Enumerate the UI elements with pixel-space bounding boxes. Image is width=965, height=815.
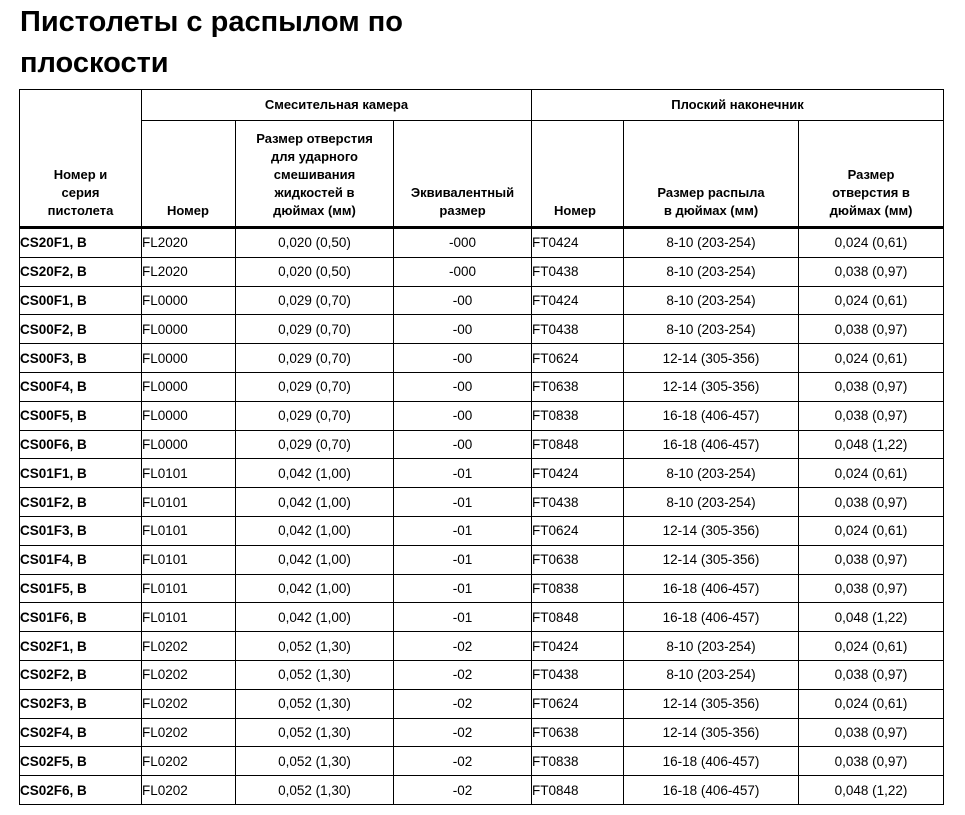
table-row <box>20 632 944 661</box>
cell-mc-number: FL0000 <box>142 315 236 344</box>
cell-tip-fan: 8-10 (203-254) <box>624 315 799 344</box>
cell-gun: CS02F6, B <box>20 776 142 805</box>
table-row <box>20 660 944 689</box>
cell-tip-orifice: 0,024 (0,61) <box>799 632 944 661</box>
cell-tip-fan: 16-18 (406-457) <box>624 776 799 805</box>
cell-tip-fan: 16-18 (406-457) <box>624 430 799 459</box>
cell-gun: CS20F1, B <box>20 228 142 258</box>
cell-tip-number: FT0424 <box>532 459 624 488</box>
cell-tip-orifice: 0,038 (0,97) <box>799 660 944 689</box>
cell-mc-orifice: 0,052 (1,30) <box>236 689 394 718</box>
cell-tip-number: FT0624 <box>532 344 624 373</box>
cell-tip-orifice: 0,024 (0,61) <box>799 689 944 718</box>
cell-tip-number: FT0438 <box>532 257 624 286</box>
cell-gun: CS01F4, B <box>20 545 142 574</box>
cell-mc-equivalent: -00 <box>394 401 532 430</box>
header-flat-tip: Плоский наконечник <box>532 90 944 121</box>
cell-mc-orifice: 0,029 (0,70) <box>236 401 394 430</box>
cell-tip-orifice: 0,038 (0,97) <box>799 718 944 747</box>
table-row <box>20 344 944 373</box>
cell-tip-orifice: 0,038 (0,97) <box>799 315 944 344</box>
cell-tip-orifice: 0,048 (1,22) <box>799 430 944 459</box>
cell-gun: CS02F1, B <box>20 632 142 661</box>
spray-gun-table <box>19 89 944 805</box>
cell-tip-orifice: 0,038 (0,97) <box>799 401 944 430</box>
cell-gun: CS01F3, B <box>20 516 142 545</box>
cell-mc-orifice: 0,052 (1,30) <box>236 632 394 661</box>
cell-tip-orifice: 0,024 (0,61) <box>799 459 944 488</box>
table-row <box>20 603 944 632</box>
cell-mc-equivalent: -02 <box>394 632 532 661</box>
cell-gun: CS00F5, B <box>20 401 142 430</box>
cell-tip-number: FT0638 <box>532 718 624 747</box>
cell-tip-fan: 12-14 (305-356) <box>624 689 799 718</box>
cell-mc-number: FL0202 <box>142 660 236 689</box>
cell-gun: CS00F2, B <box>20 315 142 344</box>
table-header <box>20 90 944 228</box>
cell-mc-orifice: 0,052 (1,30) <box>236 747 394 776</box>
cell-mc-equivalent: -01 <box>394 459 532 488</box>
cell-gun: CS01F1, B <box>20 459 142 488</box>
cell-mc-number: FL0101 <box>142 488 236 517</box>
cell-mc-equivalent: -00 <box>394 286 532 315</box>
cell-tip-number: FT0848 <box>532 430 624 459</box>
table-row <box>20 430 944 459</box>
cell-tip-orifice: 0,038 (0,97) <box>799 545 944 574</box>
cell-tip-number: FT0624 <box>532 516 624 545</box>
header-mc-number: Номер <box>142 121 236 228</box>
table-row <box>20 574 944 603</box>
cell-tip-orifice: 0,048 (1,22) <box>799 603 944 632</box>
cell-tip-orifice: 0,038 (0,97) <box>799 488 944 517</box>
cell-gun: CS00F6, B <box>20 430 142 459</box>
cell-tip-number: FT0438 <box>532 315 624 344</box>
cell-tip-fan: 8-10 (203-254) <box>624 257 799 286</box>
cell-mc-equivalent: -02 <box>394 776 532 805</box>
header-mc-equivalent: Эквивалентный размер <box>394 121 532 228</box>
cell-mc-number: FL0000 <box>142 430 236 459</box>
cell-tip-fan: 12-14 (305-356) <box>624 718 799 747</box>
cell-mc-equivalent: -000 <box>394 228 532 258</box>
header-sub-row <box>20 121 944 228</box>
cell-gun: CS20F2, B <box>20 257 142 286</box>
header-mc-orifice: Размер отверстия для ударного смешивания жидкостей в дюймах (мм) <box>236 121 394 228</box>
cell-mc-equivalent: -000 <box>394 257 532 286</box>
cell-mc-number: FL0000 <box>142 401 236 430</box>
cell-tip-orifice: 0,024 (0,61) <box>799 286 944 315</box>
cell-tip-fan: 8-10 (203-254) <box>624 286 799 315</box>
table-row <box>20 228 944 258</box>
cell-mc-orifice: 0,029 (0,70) <box>236 430 394 459</box>
cell-mc-equivalent: -00 <box>394 315 532 344</box>
header-tip-fan: Размер распыла в дюймах (мм) <box>624 121 799 228</box>
cell-mc-number: FL0202 <box>142 747 236 776</box>
cell-tip-number: FT0838 <box>532 574 624 603</box>
cell-mc-number: FL0000 <box>142 286 236 315</box>
cell-mc-equivalent: -01 <box>394 516 532 545</box>
cell-mc-equivalent: -00 <box>394 372 532 401</box>
table-body <box>20 228 944 805</box>
cell-mc-orifice: 0,052 (1,30) <box>236 776 394 805</box>
cell-tip-fan: 8-10 (203-254) <box>624 459 799 488</box>
cell-mc-orifice: 0,042 (1,00) <box>236 488 394 517</box>
cell-mc-equivalent: -01 <box>394 603 532 632</box>
cell-tip-fan: 16-18 (406-457) <box>624 574 799 603</box>
page-title: Пистолеты с распылом по плоскости <box>20 6 403 79</box>
cell-tip-number: FT0638 <box>532 372 624 401</box>
cell-tip-fan: 8-10 (203-254) <box>624 660 799 689</box>
cell-tip-orifice: 0,038 (0,97) <box>799 747 944 776</box>
cell-tip-orifice: 0,048 (1,22) <box>799 776 944 805</box>
cell-tip-number: FT0438 <box>532 488 624 517</box>
cell-mc-orifice: 0,042 (1,00) <box>236 603 394 632</box>
table-row <box>20 257 944 286</box>
table-row <box>20 286 944 315</box>
cell-tip-orifice: 0,024 (0,61) <box>799 228 944 258</box>
table-row <box>20 315 944 344</box>
cell-mc-number: FL0202 <box>142 718 236 747</box>
cell-gun: CS00F1, B <box>20 286 142 315</box>
cell-mc-orifice: 0,029 (0,70) <box>236 315 394 344</box>
cell-tip-fan: 16-18 (406-457) <box>624 603 799 632</box>
cell-mc-number: FL0101 <box>142 603 236 632</box>
table-row <box>20 689 944 718</box>
cell-tip-orifice: 0,024 (0,61) <box>799 344 944 373</box>
cell-tip-number: FT0848 <box>532 603 624 632</box>
cell-mc-orifice: 0,052 (1,30) <box>236 718 394 747</box>
cell-mc-number: FL2020 <box>142 228 236 258</box>
cell-tip-number: FT0624 <box>532 689 624 718</box>
cell-tip-fan: 12-14 (305-356) <box>624 372 799 401</box>
table-row <box>20 747 944 776</box>
cell-mc-equivalent: -02 <box>394 660 532 689</box>
table-row <box>20 459 944 488</box>
cell-mc-equivalent: -02 <box>394 689 532 718</box>
cell-mc-orifice: 0,042 (1,00) <box>236 459 394 488</box>
cell-mc-number: FL0000 <box>142 372 236 401</box>
cell-mc-equivalent: -02 <box>394 747 532 776</box>
cell-gun: CS02F2, B <box>20 660 142 689</box>
header-mixing-chamber: Смесительная камера <box>142 90 532 121</box>
cell-tip-number: FT0838 <box>532 401 624 430</box>
cell-tip-number: FT0424 <box>532 286 624 315</box>
cell-mc-equivalent: -00 <box>394 430 532 459</box>
cell-tip-fan: 12-14 (305-356) <box>624 344 799 373</box>
cell-tip-fan: 8-10 (203-254) <box>624 632 799 661</box>
cell-tip-orifice: 0,024 (0,61) <box>799 516 944 545</box>
cell-tip-number: FT0424 <box>532 632 624 661</box>
cell-mc-equivalent: -01 <box>394 488 532 517</box>
cell-tip-fan: 12-14 (305-356) <box>624 545 799 574</box>
cell-gun: CS01F5, B <box>20 574 142 603</box>
cell-tip-fan: 12-14 (305-356) <box>624 516 799 545</box>
header-tip-orifice: Размер отверстия в дюймах (мм) <box>799 121 944 228</box>
cell-tip-number: FT0848 <box>532 776 624 805</box>
table-row <box>20 488 944 517</box>
cell-tip-number: FT0438 <box>532 660 624 689</box>
table-row <box>20 401 944 430</box>
cell-mc-orifice: 0,042 (1,00) <box>236 516 394 545</box>
cell-mc-orifice: 0,042 (1,00) <box>236 574 394 603</box>
cell-mc-orifice: 0,020 (0,50) <box>236 257 394 286</box>
cell-tip-number: FT0838 <box>532 747 624 776</box>
cell-mc-number: FL0101 <box>142 516 236 545</box>
cell-mc-number: FL0101 <box>142 459 236 488</box>
header-gun: Номер и серия пистолета <box>20 90 142 228</box>
cell-mc-number: FL0101 <box>142 574 236 603</box>
cell-mc-orifice: 0,052 (1,30) <box>236 660 394 689</box>
cell-tip-fan: 16-18 (406-457) <box>624 747 799 776</box>
header-group-row <box>20 90 944 121</box>
cell-mc-number: FL2020 <box>142 257 236 286</box>
table-row <box>20 776 944 805</box>
cell-tip-number: FT0638 <box>532 545 624 574</box>
cell-gun: CS02F5, B <box>20 747 142 776</box>
cell-mc-orifice: 0,029 (0,70) <box>236 372 394 401</box>
cell-tip-orifice: 0,038 (0,97) <box>799 574 944 603</box>
header-tip-number: Номер <box>532 121 624 228</box>
cell-mc-equivalent: -01 <box>394 574 532 603</box>
cell-tip-orifice: 0,038 (0,97) <box>799 372 944 401</box>
cell-tip-orifice: 0,038 (0,97) <box>799 257 944 286</box>
cell-gun: CS01F6, B <box>20 603 142 632</box>
cell-mc-number: FL0202 <box>142 776 236 805</box>
cell-mc-orifice: 0,020 (0,50) <box>236 228 394 258</box>
cell-mc-orifice: 0,029 (0,70) <box>236 344 394 373</box>
table-row <box>20 718 944 747</box>
cell-gun: CS00F3, B <box>20 344 142 373</box>
cell-tip-fan: 8-10 (203-254) <box>624 488 799 517</box>
cell-mc-number: FL0101 <box>142 545 236 574</box>
cell-tip-fan: 8-10 (203-254) <box>624 228 799 258</box>
cell-gun: CS01F2, B <box>20 488 142 517</box>
cell-gun: CS02F4, B <box>20 718 142 747</box>
table-row <box>20 372 944 401</box>
cell-mc-equivalent: -00 <box>394 344 532 373</box>
cell-mc-orifice: 0,042 (1,00) <box>236 545 394 574</box>
cell-gun: CS00F4, B <box>20 372 142 401</box>
cell-mc-number: FL0202 <box>142 689 236 718</box>
cell-mc-orifice: 0,029 (0,70) <box>236 286 394 315</box>
table-row <box>20 545 944 574</box>
cell-tip-number: FT0424 <box>532 228 624 258</box>
cell-gun: CS02F3, B <box>20 689 142 718</box>
cell-mc-number: FL0202 <box>142 632 236 661</box>
cell-mc-number: FL0000 <box>142 344 236 373</box>
cell-mc-equivalent: -02 <box>394 718 532 747</box>
table-row <box>20 516 944 545</box>
cell-mc-equivalent: -01 <box>394 545 532 574</box>
cell-tip-fan: 16-18 (406-457) <box>624 401 799 430</box>
